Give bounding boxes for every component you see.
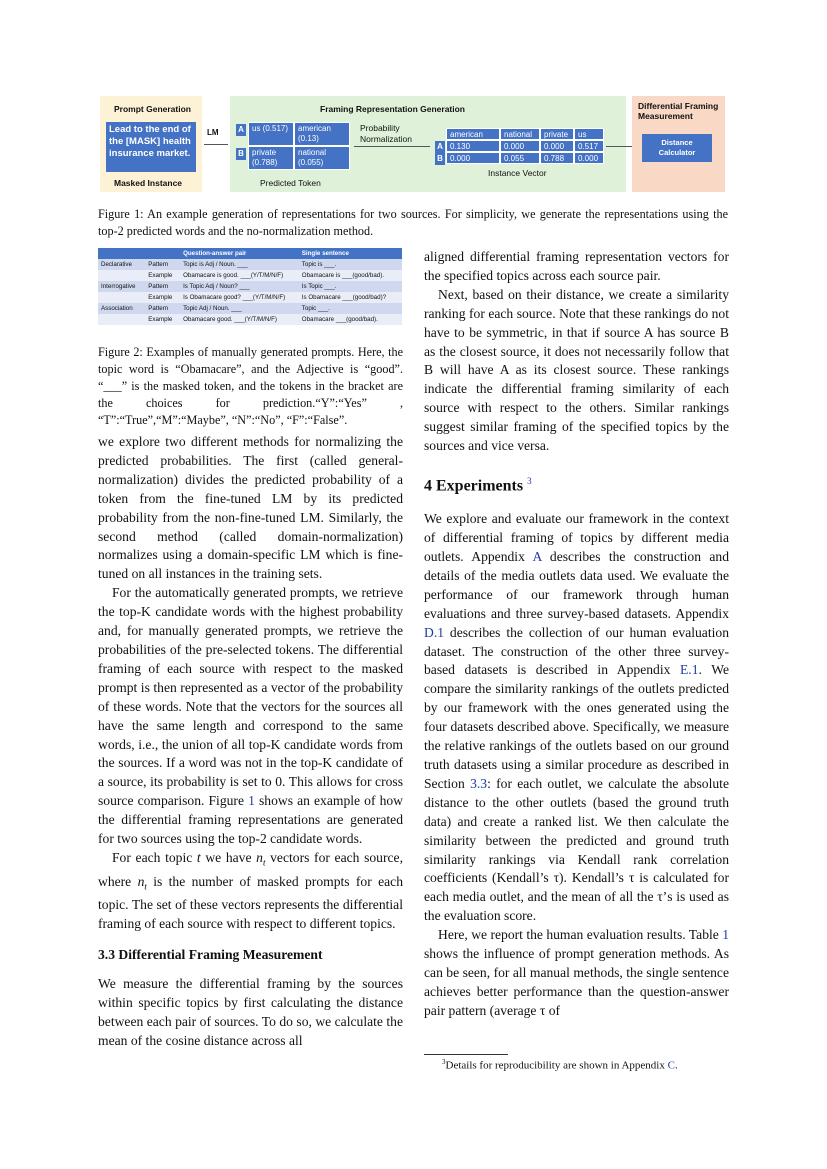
table-cell: Association: [98, 303, 145, 314]
paragraph: [424, 510, 729, 926]
text-span: describes the construction and details of the media outlets data used. We evaluate the performance of our framework through human evaluations and three survey-based datasets. Appendix: [424, 549, 730, 621]
table-cell: [98, 270, 145, 281]
table-header-cell: Single sentence: [299, 248, 402, 259]
table-row: [98, 281, 402, 292]
table-cell: Declarative: [98, 259, 145, 270]
table-cell: Topic Adj / Noun. ___: [180, 303, 299, 314]
paragraph: For each topic t we have $n_t$ vectors for each source, where $n_t$ is the number of masked prompts for each topic. The set of these vectors represents the differential framing of each source with respect to different topics.: [98, 849, 403, 932]
table-header-cell: [145, 248, 180, 259]
table-cell: Is Obamacare good? ___(Y/T/M/N/F): [180, 292, 299, 303]
lm-label: LM: [207, 128, 219, 137]
vector-cell: 0.517: [574, 140, 604, 152]
table-row: [98, 303, 402, 314]
left-column: [98, 433, 403, 1051]
table-cell: Pattern: [145, 303, 180, 314]
table-header-cell: [98, 248, 145, 259]
masked-instance-label: Masked Instance: [114, 178, 183, 188]
figure-1-caption: Figure 1: An example generation of representations for two sources. For simplicity, we generate the representations using the top-2 predicted words and the no-normalization method.: [98, 207, 728, 238]
token-cell: american (0.13): [294, 122, 350, 146]
footnote-text: Details for reproducibility are shown in Appendix: [445, 1059, 668, 1072]
table-cell: Obamacare is good. ___(Y/T/M/N/F): [180, 270, 299, 281]
vector-header: national: [500, 128, 540, 140]
text-span: . We compare the similarity rankings of the outlets predicted by our framework with the ones generated using the four datasets described above. Specifically, we measure the relative rankings of the outlets based on our ground truth datasets using a similar procedure as described in Section: [424, 662, 729, 791]
section-heading-4: [424, 472, 729, 496]
footnote-marker[interactable]: 3: [527, 475, 532, 486]
vector-cell: 0.788: [540, 152, 574, 164]
text-span: We explore and evaluate our framework in the context of differential framing of topics by different media outlets. Appendix: [424, 511, 729, 565]
table-cell: Example: [145, 314, 180, 325]
table-cell: Interrogative: [98, 281, 145, 292]
vector-header: american: [446, 128, 500, 140]
token-row-label-a: A: [236, 124, 246, 136]
framing-title: Framing Representation Generation: [320, 104, 465, 114]
paragraph: we explore two different methods for normalizing the predicted probabilities. The first (called general-normalization) divides the predicted probability of a token from the fine-tuned LM by its predicted probability from the non-fine-tuned LM. Similarly, the second method (called domain-normalization) normalizes using a domain-specific LM which is fine-tuned on all instances in the training sets.: [98, 434, 403, 582]
table-cell: Obamacare ___(good/bad).: [299, 314, 402, 325]
text-span: shows the influence of prompt generation methods. As can be seen, for all manual methods, the single sentence achieves better performance than the question-answer pair pattern (average τ of: [424, 946, 729, 1018]
appendix-a-link[interactable]: A: [532, 549, 542, 565]
footnote-rule: [424, 1054, 508, 1055]
footnote-number: 3: [442, 1058, 446, 1066]
text-span: : for each outlet, we calculate the absolute distance to the other outlets (based the ground truth data) and create a ranked list. We then calculate the similarity between the predicted and ground truth similarity rankings via Kendall rank correlation coefficients (Kendall’s τ). Kendall’s τ is calculated for each media outlet, and the mean of all the τ’s is used as the evaluation score.: [424, 775, 729, 924]
appendix-d1-link[interactable]: D.1: [424, 624, 445, 640]
vector-cell: 0.000: [446, 152, 500, 164]
instance-vector-label: Instance Vector: [488, 168, 547, 178]
figure-ref-link[interactable]: 1: [248, 793, 255, 809]
dfm-title: Differential Framing Measurement: [638, 101, 719, 121]
footnote-end: .: [674, 1059, 678, 1072]
token-cell: us (0.517): [248, 122, 294, 146]
prompt-generation-title: Prompt Generation: [114, 104, 191, 114]
table-cell: Topic is ___.: [299, 259, 402, 270]
paragraph: We measure the differential framing by the sources within specific topics by first calculating the distance between each pair of sources. To do so, we calculate the mean of the cosine distance across all: [98, 975, 403, 1048]
appendix-c-link[interactable]: C: [667, 1059, 675, 1072]
framing-representation-panel: [230, 96, 626, 192]
section-title-text: 4 Experiments: [424, 477, 524, 495]
dfm-panel: [632, 96, 725, 192]
vector-header: us: [574, 128, 604, 140]
table-cell: Example: [145, 292, 180, 303]
table-cell: Topic ___.: [299, 303, 402, 314]
paragraph: Next, based on their distance, we create a similarity ranking for each source. Note that these rankings do not have to be symmetric, in that if source A has source B as the closest source, it does not necessarily follow that B will have A as its closest source. These rankings indicate the differential framing similarity of each source with respect to the others. Similar rankings suggest similar framing of the specified topics by the sources and vice versa.: [424, 286, 729, 454]
table-cell: Is Obamacare ___(good/bad)?: [299, 292, 402, 303]
token-row-label-b: B: [236, 148, 246, 160]
vector-header: private: [540, 128, 574, 140]
vector-cell: 0.055: [500, 152, 540, 164]
text-span: describes the collection of our human evaluation dataset. The construction of the other three survey-based datasets is described in Appendix: [424, 624, 729, 678]
text-span: Here, we report the human evaluation results. Table: [438, 927, 723, 943]
table-1-link[interactable]: 1: [722, 927, 729, 943]
table-cell: Is Topic Adj / Noun? ___: [180, 281, 299, 292]
text-span: shows an example of how the differential framing representations are generated for two sources using the top-2 candidate words.: [98, 793, 403, 847]
table-row: [98, 292, 402, 303]
text-span: For the automatically generated prompts, we retrieve the top-K candidate words with the highest probability and, for manually generated prompts, we retrieve the probabilities of the pre-selected tokens. The differential framing of each source with respect to the masked prompt is then represented as a vector of the probability of these words. Note that the vectors for the sources all have the same length and correspond to the same words, i.e., the union of all top-K candidate words from the sources. If a word was not in the top-K candidate of a source, its probability is set to 0. This allows for cross source comparison. Figure: [98, 585, 403, 809]
paragraph: [424, 926, 729, 1021]
section-heading-3-3: 3.3 Differential Framing Measurement: [98, 947, 323, 962]
paragraph: [98, 584, 403, 849]
table-row: [98, 259, 402, 270]
prompt-generation-panel: [100, 96, 202, 192]
vector-cell: 0.130: [446, 140, 500, 152]
vector-cell: 0.000: [574, 152, 604, 164]
table-cell: Example: [145, 270, 180, 281]
math-symbol: t: [196, 849, 201, 865]
arrow-lm: [204, 144, 228, 145]
math-symbol: $n_t$: [256, 849, 266, 868]
table-cell: Pattern: [145, 281, 180, 292]
table-header-cell: Question-answer pair: [180, 248, 299, 259]
table-row: [98, 270, 402, 281]
section-3-3-link[interactable]: 3.3: [470, 775, 488, 791]
figure-1: [100, 96, 725, 192]
table-cell: Is Topic ___.: [299, 281, 402, 292]
figure-2-table: [98, 248, 402, 325]
appendix-e1-link[interactable]: E.1: [680, 662, 699, 678]
arrow-normalization: [354, 146, 430, 147]
predicted-token-label: Predicted Token: [260, 178, 321, 188]
table-header-row: [98, 248, 402, 259]
vector-row-label-a: A: [435, 141, 445, 153]
distance-calculator-box: Distance Calculator: [642, 134, 712, 162]
table-cell: Obamacare is ___(good/bad).: [299, 270, 402, 281]
vector-row-label-b: B: [435, 153, 445, 165]
probability-normalization-label: Probability Normalization: [360, 123, 412, 144]
vector-cell: 0.000: [540, 140, 574, 152]
table-cell: [98, 292, 145, 303]
table-cell: Obamacare good. ___(Y/T/M/N/F): [180, 314, 299, 325]
footnote: [442, 1058, 678, 1072]
table-row: [98, 314, 402, 325]
table-cell: Topic is Adj / Noun. ___: [180, 259, 299, 270]
table-cell: Pattern: [145, 259, 180, 270]
prompt-text-box: Lead to the end of the [MASK] health insurance market.: [106, 122, 196, 172]
token-cell: private (0.788): [248, 146, 294, 170]
token-cell: national (0.055): [294, 146, 350, 170]
right-column: [424, 248, 729, 1021]
math-symbol: $n_t$: [137, 873, 147, 892]
paragraph: aligned differential framing representation vectors for the specified topics across each source pair.: [424, 249, 729, 283]
table-cell: [98, 314, 145, 325]
figure-2-caption: Figure 2: Examples of manually generated prompts. Here, the topic word is “Obamacare”, and the Adjective is “good”. “___” is the masked token, and the tokens in the bracket are the choices for prediction.“Y”:“Yes” , “T”:“True”,“M”:“Maybe”, “N”:“No”, “F”:“False”.: [98, 345, 403, 427]
vector-cell: 0.000: [500, 140, 540, 152]
